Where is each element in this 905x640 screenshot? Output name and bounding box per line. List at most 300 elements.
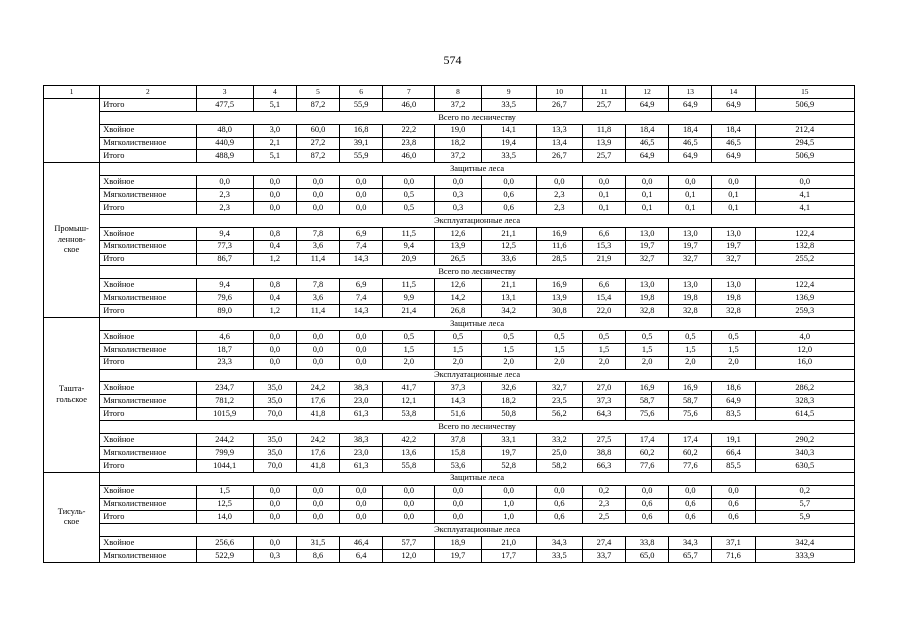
- value-cell: 0,0: [536, 485, 582, 498]
- value-cell: 333,9: [755, 550, 854, 563]
- value-cell: 0,6: [712, 498, 755, 511]
- value-cell: 37,8: [435, 434, 481, 447]
- value-cell: 14,3: [340, 253, 383, 266]
- value-cell: 19,7: [481, 446, 536, 459]
- section-heading: Всего по лесничеству: [100, 111, 855, 124]
- value-cell: 12,6: [435, 279, 481, 292]
- value-cell: 6,4: [340, 550, 383, 563]
- column-number: 14: [712, 86, 755, 99]
- value-cell: 0,0: [253, 356, 296, 369]
- value-cell: 2,0: [712, 356, 755, 369]
- value-cell: 522,9: [196, 550, 253, 563]
- value-cell: 18,2: [435, 137, 481, 150]
- value-cell: 25,7: [582, 150, 625, 163]
- value-cell: 0,5: [383, 202, 435, 215]
- value-cell: 21,1: [481, 227, 536, 240]
- value-cell: 2,0: [435, 356, 481, 369]
- row-label: Итого: [100, 511, 196, 524]
- value-cell: 14,0: [196, 511, 253, 524]
- value-cell: 33,8: [626, 537, 669, 550]
- value-cell: 21,0: [481, 537, 536, 550]
- value-cell: 212,4: [755, 124, 854, 137]
- value-cell: 33,5: [481, 150, 536, 163]
- value-cell: 26,7: [536, 98, 582, 111]
- value-cell: 0,0: [296, 189, 339, 202]
- value-cell: 0,1: [669, 202, 712, 215]
- value-cell: 35,0: [253, 382, 296, 395]
- value-cell: 27,5: [582, 434, 625, 447]
- value-cell: 13,4: [536, 137, 582, 150]
- value-cell: 60,2: [669, 446, 712, 459]
- region-name-line: Промыш-: [54, 224, 89, 234]
- region-name: [44, 163, 100, 318]
- value-cell: 2,0: [626, 356, 669, 369]
- value-cell: 16,9: [626, 382, 669, 395]
- value-cell: 0,0: [340, 202, 383, 215]
- value-cell: 37,3: [435, 382, 481, 395]
- value-cell: 614,5: [755, 408, 854, 421]
- value-cell: 0,6: [536, 498, 582, 511]
- value-cell: 0,6: [669, 511, 712, 524]
- value-cell: 61,3: [340, 408, 383, 421]
- value-cell: 0,5: [383, 189, 435, 202]
- region-cell-continued: [44, 98, 100, 162]
- value-cell: 32,8: [626, 305, 669, 318]
- value-cell: 32,8: [712, 305, 755, 318]
- value-cell: 58,2: [536, 459, 582, 472]
- value-cell: 33,1: [481, 434, 536, 447]
- column-number-row: [44, 86, 855, 99]
- value-cell: 18,4: [669, 124, 712, 137]
- value-cell: 0,0: [253, 511, 296, 524]
- value-cell: 41,8: [296, 408, 339, 421]
- value-cell: 132,8: [755, 240, 854, 253]
- value-cell: 37,1: [712, 537, 755, 550]
- region-name-line: ское: [63, 517, 80, 527]
- value-cell: 0,0: [253, 189, 296, 202]
- value-cell: 1,0: [481, 498, 536, 511]
- value-cell: 13,1: [481, 292, 536, 305]
- value-cell: 6,6: [582, 227, 625, 240]
- column-number: 9: [481, 86, 536, 99]
- section-heading: Всего по лесничеству: [100, 421, 855, 434]
- value-cell: 12,0: [755, 343, 854, 356]
- row-label: Хвойное: [100, 279, 196, 292]
- section-row: [44, 214, 855, 227]
- row-label: Хвойное: [100, 227, 196, 240]
- value-cell: 1,5: [435, 343, 481, 356]
- section-heading: Эксплуатационные леса: [100, 369, 855, 382]
- table-row: [44, 537, 855, 550]
- section-heading: Эксплуатационные леса: [100, 524, 855, 537]
- value-cell: 781,2: [196, 395, 253, 408]
- section-row: [44, 524, 855, 537]
- value-cell: 0,8: [253, 227, 296, 240]
- value-cell: 2,3: [536, 189, 582, 202]
- value-cell: 14,3: [340, 305, 383, 318]
- column-number: 13: [669, 86, 712, 99]
- value-cell: 48,0: [196, 124, 253, 137]
- value-cell: 25,0: [536, 446, 582, 459]
- value-cell: 70,0: [253, 459, 296, 472]
- value-cell: 3,6: [296, 240, 339, 253]
- value-cell: 488,9: [196, 150, 253, 163]
- table-row: [44, 395, 855, 408]
- value-cell: 13,0: [626, 279, 669, 292]
- value-cell: 0,3: [253, 550, 296, 563]
- value-cell: 0,8: [253, 279, 296, 292]
- value-cell: 23,8: [383, 137, 435, 150]
- value-cell: 21,1: [481, 279, 536, 292]
- value-cell: 13,0: [626, 227, 669, 240]
- value-cell: 77,6: [626, 459, 669, 472]
- value-cell: 19,7: [669, 240, 712, 253]
- value-cell: 86,7: [196, 253, 253, 266]
- value-cell: 340,3: [755, 446, 854, 459]
- table-row: [44, 498, 855, 511]
- value-cell: 13,9: [536, 292, 582, 305]
- value-cell: 294,5: [755, 137, 854, 150]
- region-name-line: Ташта-: [58, 384, 85, 394]
- table-row: [44, 189, 855, 202]
- row-label: Итого: [100, 459, 196, 472]
- value-cell: 6,6: [582, 279, 625, 292]
- value-cell: 37,3: [582, 395, 625, 408]
- value-cell: 33,2: [536, 434, 582, 447]
- value-cell: 37,2: [435, 150, 481, 163]
- column-number: 2: [100, 86, 196, 99]
- value-cell: 22,2: [383, 124, 435, 137]
- value-cell: 19,0: [435, 124, 481, 137]
- value-cell: 7,4: [340, 292, 383, 305]
- value-cell: 38,3: [340, 434, 383, 447]
- section-heading: Защитные леса: [100, 318, 855, 331]
- value-cell: 53,6: [435, 459, 481, 472]
- value-cell: 0,6: [481, 189, 536, 202]
- value-cell: 630,5: [755, 459, 854, 472]
- value-cell: 0,0: [296, 498, 339, 511]
- value-cell: 0,0: [383, 511, 435, 524]
- value-cell: 0,3: [435, 202, 481, 215]
- row-label: Мягколиственное: [100, 550, 196, 563]
- value-cell: 46,4: [340, 537, 383, 550]
- value-cell: 34,2: [481, 305, 536, 318]
- value-cell: 2,0: [481, 356, 536, 369]
- value-cell: 506,9: [755, 98, 854, 111]
- value-cell: 0,5: [435, 330, 481, 343]
- value-cell: 0,0: [253, 537, 296, 550]
- table-row: [44, 459, 855, 472]
- value-cell: 0,0: [481, 485, 536, 498]
- region-name: [44, 318, 100, 473]
- value-cell: 11,5: [383, 279, 435, 292]
- value-cell: 3,0: [253, 124, 296, 137]
- value-cell: 0,6: [481, 202, 536, 215]
- value-cell: 0,0: [340, 176, 383, 189]
- value-cell: 0,0: [253, 176, 296, 189]
- row-label: Мягколиственное: [100, 240, 196, 253]
- table-row: [44, 485, 855, 498]
- value-cell: 89,0: [196, 305, 253, 318]
- table-row: [44, 292, 855, 305]
- value-cell: 0,5: [626, 330, 669, 343]
- value-cell: 0,0: [481, 176, 536, 189]
- value-cell: 35,0: [253, 395, 296, 408]
- value-cell: 64,9: [626, 98, 669, 111]
- value-cell: 0,6: [626, 511, 669, 524]
- value-cell: 55,8: [383, 459, 435, 472]
- value-cell: 0,0: [196, 176, 253, 189]
- table-row: [44, 227, 855, 240]
- value-cell: 64,9: [712, 150, 755, 163]
- value-cell: 57,7: [383, 537, 435, 550]
- value-cell: 60,2: [626, 446, 669, 459]
- value-cell: 2,5: [582, 511, 625, 524]
- table-row: [44, 511, 855, 524]
- value-cell: 25,7: [582, 98, 625, 111]
- value-cell: 0,0: [340, 511, 383, 524]
- value-cell: 1,5: [536, 343, 582, 356]
- value-cell: 1,5: [196, 485, 253, 498]
- value-cell: 19,1: [712, 434, 755, 447]
- column-number: 10: [536, 86, 582, 99]
- value-cell: 51,6: [435, 408, 481, 421]
- value-cell: 2,0: [669, 356, 712, 369]
- value-cell: 1,0: [481, 511, 536, 524]
- value-cell: 0,0: [383, 498, 435, 511]
- value-cell: 1,5: [712, 343, 755, 356]
- value-cell: 5,9: [755, 511, 854, 524]
- value-cell: 0,0: [383, 485, 435, 498]
- row-label: Хвойное: [100, 485, 196, 498]
- value-cell: 64,9: [669, 150, 712, 163]
- value-cell: 2,1: [253, 137, 296, 150]
- section-row: [44, 318, 855, 331]
- table-row: [44, 279, 855, 292]
- value-cell: 61,3: [340, 459, 383, 472]
- row-label: Хвойное: [100, 330, 196, 343]
- value-cell: 35,0: [253, 446, 296, 459]
- column-number: 4: [253, 86, 296, 99]
- value-cell: 13,9: [435, 240, 481, 253]
- section-row: [44, 421, 855, 434]
- table-row: [44, 150, 855, 163]
- value-cell: 28,5: [536, 253, 582, 266]
- value-cell: 2,0: [582, 356, 625, 369]
- column-number: 12: [626, 86, 669, 99]
- row-label: Итого: [100, 98, 196, 111]
- table-row: [44, 446, 855, 459]
- table-row: [44, 176, 855, 189]
- value-cell: 16,9: [536, 227, 582, 240]
- row-label: Мягколиственное: [100, 292, 196, 305]
- value-cell: 0,1: [582, 189, 625, 202]
- section-row: [44, 111, 855, 124]
- value-cell: 0,0: [340, 485, 383, 498]
- value-cell: 7,8: [296, 279, 339, 292]
- value-cell: 11,6: [536, 240, 582, 253]
- value-cell: 4,1: [755, 189, 854, 202]
- value-cell: 11,4: [296, 305, 339, 318]
- value-cell: 18,6: [712, 382, 755, 395]
- value-cell: 0,0: [253, 202, 296, 215]
- value-cell: 1,5: [481, 343, 536, 356]
- section-row: [44, 369, 855, 382]
- value-cell: 66,4: [712, 446, 755, 459]
- column-number: 3: [196, 86, 253, 99]
- value-cell: 12,5: [481, 240, 536, 253]
- value-cell: 477,5: [196, 98, 253, 111]
- value-cell: 16,0: [755, 356, 854, 369]
- row-label: Итого: [100, 305, 196, 318]
- value-cell: 24,2: [296, 382, 339, 395]
- value-cell: 52,8: [481, 459, 536, 472]
- value-cell: 34,3: [669, 537, 712, 550]
- value-cell: 55,9: [340, 150, 383, 163]
- value-cell: 0,5: [481, 330, 536, 343]
- value-cell: 0,0: [296, 511, 339, 524]
- value-cell: 18,2: [481, 395, 536, 408]
- value-cell: 64,9: [626, 150, 669, 163]
- value-cell: 342,4: [755, 537, 854, 550]
- value-cell: 440,9: [196, 137, 253, 150]
- value-cell: 8,6: [296, 550, 339, 563]
- value-cell: 75,6: [669, 408, 712, 421]
- value-cell: 0,6: [669, 498, 712, 511]
- value-cell: 13,3: [536, 124, 582, 137]
- value-cell: 0,5: [669, 330, 712, 343]
- column-number: 11: [582, 86, 625, 99]
- value-cell: 32,7: [626, 253, 669, 266]
- value-cell: 23,0: [340, 446, 383, 459]
- value-cell: 0,0: [626, 176, 669, 189]
- value-cell: 3,6: [296, 292, 339, 305]
- value-cell: 9,4: [196, 227, 253, 240]
- value-cell: 19,8: [712, 292, 755, 305]
- forest-data-table: [43, 85, 855, 563]
- table-row: [44, 305, 855, 318]
- value-cell: 46,5: [669, 137, 712, 150]
- value-cell: 58,7: [626, 395, 669, 408]
- value-cell: 37,2: [435, 98, 481, 111]
- value-cell: 46,0: [383, 98, 435, 111]
- value-cell: 259,3: [755, 305, 854, 318]
- value-cell: 24,2: [296, 434, 339, 447]
- value-cell: 23,5: [536, 395, 582, 408]
- section-heading: Всего по лесничеству: [100, 266, 855, 279]
- value-cell: 20,9: [383, 253, 435, 266]
- row-label: Хвойное: [100, 176, 196, 189]
- value-cell: 87,2: [296, 150, 339, 163]
- value-cell: 290,2: [755, 434, 854, 447]
- value-cell: 46,5: [626, 137, 669, 150]
- section-row: [44, 163, 855, 176]
- table-row: [44, 550, 855, 563]
- row-label: Мягколиственное: [100, 343, 196, 356]
- value-cell: 1,2: [253, 253, 296, 266]
- value-cell: 85,5: [712, 459, 755, 472]
- value-cell: 60,0: [296, 124, 339, 137]
- value-cell: 33,5: [536, 550, 582, 563]
- value-cell: 7,8: [296, 227, 339, 240]
- value-cell: 0,0: [435, 511, 481, 524]
- value-cell: 0,0: [669, 176, 712, 189]
- value-cell: 17,6: [296, 395, 339, 408]
- value-cell: 27,4: [582, 537, 625, 550]
- value-cell: 71,6: [712, 550, 755, 563]
- value-cell: 17,4: [626, 434, 669, 447]
- value-cell: 0,0: [383, 176, 435, 189]
- value-cell: 0,4: [253, 240, 296, 253]
- value-cell: 0,0: [340, 343, 383, 356]
- column-number: 8: [435, 86, 481, 99]
- table-row: [44, 356, 855, 369]
- value-cell: 0,0: [296, 330, 339, 343]
- value-cell: 14,3: [435, 395, 481, 408]
- value-cell: 13,0: [712, 279, 755, 292]
- row-label: Мягколиственное: [100, 446, 196, 459]
- value-cell: 0,0: [536, 176, 582, 189]
- value-cell: 14,2: [435, 292, 481, 305]
- row-label: Мягколиственное: [100, 189, 196, 202]
- value-cell: 2,0: [383, 356, 435, 369]
- value-cell: 16,9: [669, 382, 712, 395]
- value-cell: 50,8: [481, 408, 536, 421]
- section-row: [44, 472, 855, 485]
- value-cell: 1,2: [253, 305, 296, 318]
- value-cell: 1,5: [626, 343, 669, 356]
- value-cell: 0,0: [253, 498, 296, 511]
- value-cell: 0,2: [582, 485, 625, 498]
- value-cell: 19,7: [712, 240, 755, 253]
- value-cell: 27,2: [296, 137, 339, 150]
- value-cell: 12,6: [435, 227, 481, 240]
- table-row: [44, 98, 855, 111]
- table-row: [44, 408, 855, 421]
- value-cell: 1,5: [582, 343, 625, 356]
- value-cell: 56,2: [536, 408, 582, 421]
- value-cell: 0,1: [712, 189, 755, 202]
- value-cell: 15,4: [582, 292, 625, 305]
- column-number: 5: [296, 86, 339, 99]
- value-cell: 0,1: [626, 189, 669, 202]
- region-name-line: гольское: [56, 394, 87, 404]
- value-cell: 13,0: [712, 227, 755, 240]
- value-cell: 13,9: [582, 137, 625, 150]
- table-row: [44, 240, 855, 253]
- region-name-line: ское: [63, 245, 80, 255]
- value-cell: 18,4: [712, 124, 755, 137]
- value-cell: 27,0: [582, 382, 625, 395]
- value-cell: 0,5: [712, 330, 755, 343]
- value-cell: 0,0: [253, 330, 296, 343]
- column-number: 1: [44, 86, 100, 99]
- value-cell: 77,6: [669, 459, 712, 472]
- value-cell: 41,8: [296, 459, 339, 472]
- region-name-line: Тисуль-: [57, 506, 86, 516]
- value-cell: 58,7: [669, 395, 712, 408]
- value-cell: 2,3: [196, 189, 253, 202]
- table-row: [44, 382, 855, 395]
- value-cell: 21,9: [582, 253, 625, 266]
- value-cell: 17,4: [669, 434, 712, 447]
- value-cell: 4,1: [755, 202, 854, 215]
- value-cell: 11,4: [296, 253, 339, 266]
- value-cell: 0,3: [435, 189, 481, 202]
- row-label: Хвойное: [100, 434, 196, 447]
- value-cell: 55,9: [340, 98, 383, 111]
- row-label: Итого: [100, 356, 196, 369]
